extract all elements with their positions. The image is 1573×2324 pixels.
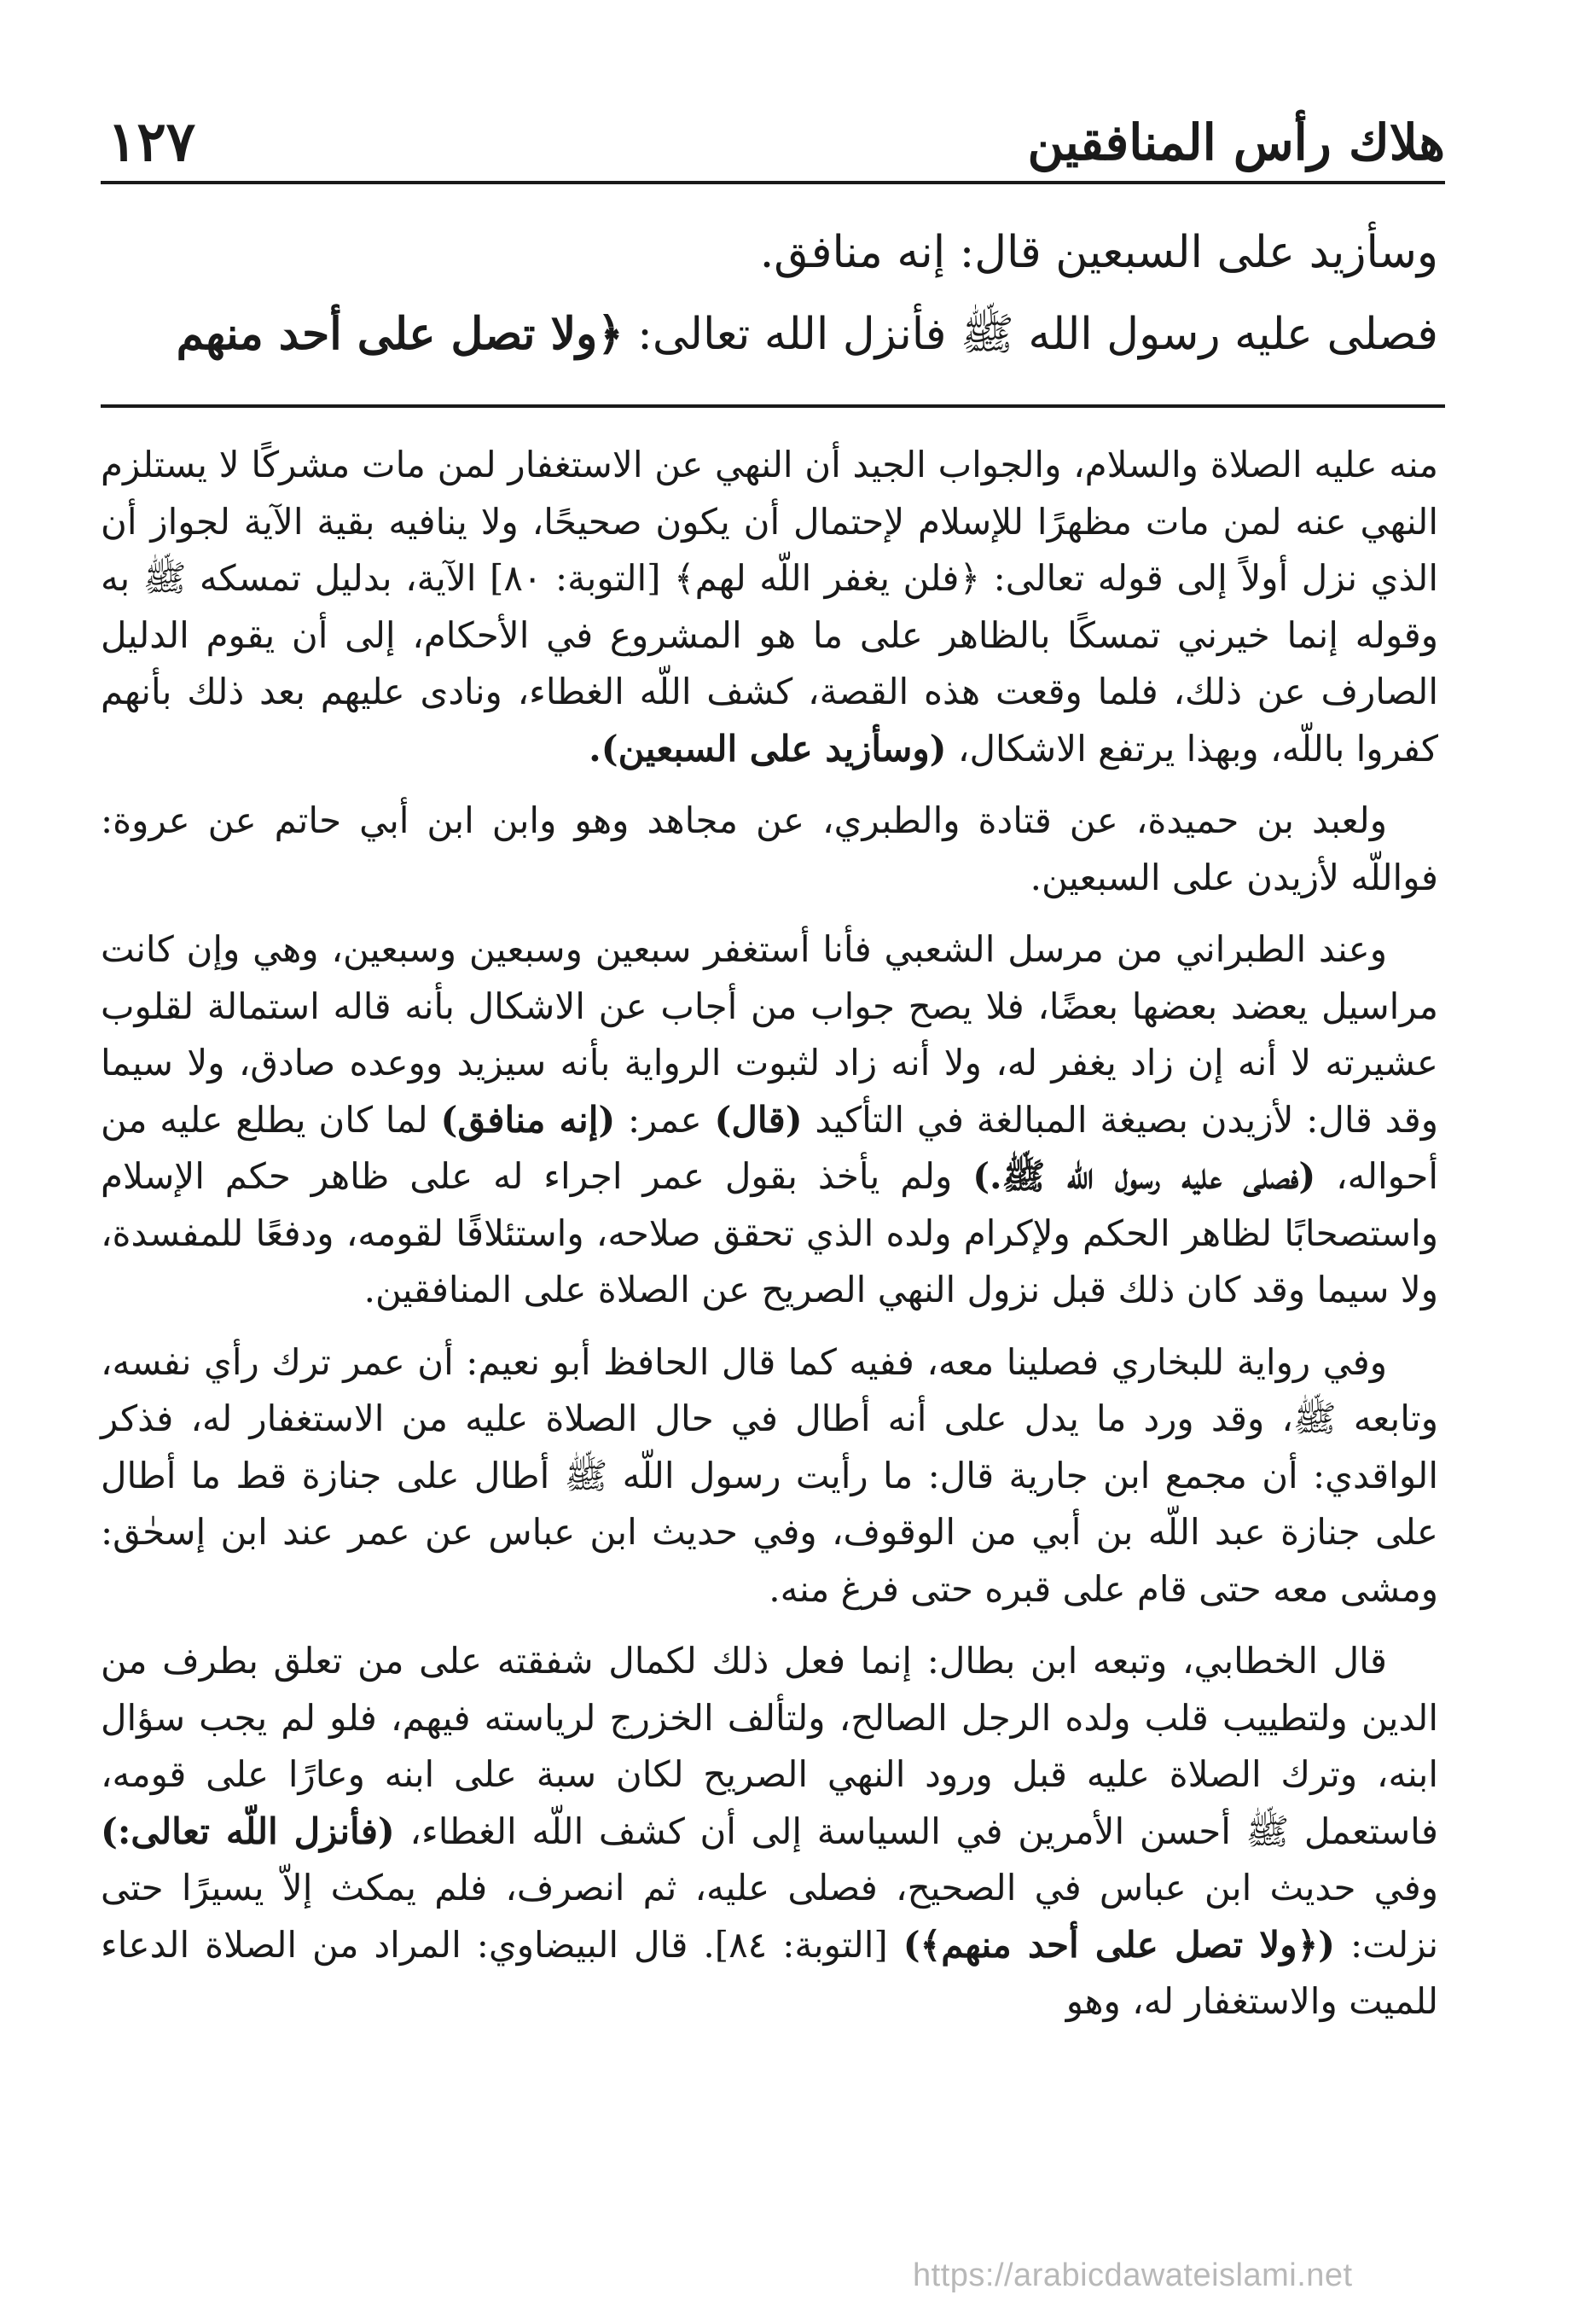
main-line-text: فصلى عليه رسول الله ﷺ فأنزل الله تعالى: bbox=[623, 309, 1438, 360]
quran-verse: (﴿ولا تصل على أحد منهم﴾) bbox=[903, 1923, 1335, 1966]
commentary-paragraph bbox=[101, 1633, 1438, 2031]
quoted-phrase: (إنه منافق) bbox=[440, 1098, 616, 1141]
commentary-text-run: لما كان يطلع عليه من أحواله، bbox=[101, 1098, 1438, 1197]
quran-verse: ﴿ولا تصل على أحد منهم bbox=[176, 308, 624, 360]
commentary-paragraph bbox=[101, 437, 1438, 777]
quoted-phrase: (وسأزيد على السبعين). bbox=[589, 727, 947, 770]
commentary-paragraph bbox=[101, 921, 1438, 1319]
quoted-phrase: (فصلى عليه رسول اللّه ﷺ.) bbox=[972, 1155, 1316, 1197]
commentary-paragraph: وفي رواية للبخاري فصلينا معه، ففيه كما قال الحافظ أبو نعيم: أن عمر ترك رأي نفسه، وتابعه ﷺ، وقد ورد ما يدل على أنه أطال في حال الصلاة عليه من الاستغفار له، فذكر الواقدي: أن مجمع ابن جارية قال: ما رأيت رسول اللّه ﷺ أطال على جنازة قط ما أطال على جنازة عبد اللّه بن أبي من الوقوف، وفي حديث ابن عباس عن عمر عند ابن إسحٰق: ومشى معه حتى قام على قبره حتى فرغ منه. bbox=[101, 1340, 1438, 1610]
running-title: هلاك رأس المنافقين bbox=[1027, 113, 1445, 171]
header-rule bbox=[101, 181, 1445, 184]
main-line bbox=[102, 293, 1438, 375]
quoted-phrase: (فأنزل اللّه تعالى:) bbox=[101, 1810, 395, 1852]
commentary-text-run: منه عليه الصلاة والسلام، والجواب الجيد أن النهي عن الاستغفار لمن مات مشركًا لا يستلزم النهي عنه لمن مات مظهرًا للإسلام لإحتمال أن يكون صحيحًا، ولا ينافيه بقية الآية لجواز أن الذي نزل أولاً إلى قوله تعالى: ﴿فلن يغفر اللّه لهم﴾ [التوبة: ٨٠] الآية، بدليل تمسكه ﷺ به وقوله إنما خيرني تمسكًا بالظاهر على ما هو المشروع في الأحكام، إلى أن يقوم الدليل الصارف عن ذلك، فلما وقعت هذه القصة، كشف اللّه الغطاء، ونادى عليهم بعد ذلك بأنهم كفروا باللّه، وبهذا يرتفع الاشكال، bbox=[101, 444, 1438, 770]
quoted-phrase: (قال) bbox=[714, 1098, 803, 1141]
commentary-text-run: عمر: bbox=[615, 1098, 715, 1141]
commentary-text-run: قال الخطابي، وتبعه ابن بطال: إنما فعل ذلك لكمال شفقته على من تعلق بطرف من الدين ولتطييب قلب ولده الرجل الصالح، ولتألف الخزرج لرياسته فيهم، فلو لم يجب سؤال ابنه، وترك الصلاة عليه قبل ورود النهي الصريح لكان سبة على ابنه وعارًا على قومه، فاستعمل ﷺ أحسن الأمرين في السياسة إلى أن كشف اللّه الغطاء، bbox=[101, 1640, 1439, 1852]
main-text bbox=[102, 212, 1438, 375]
commentary-text bbox=[101, 437, 1438, 2046]
watermark-url: https://arabicdawateislami.net bbox=[913, 2257, 1353, 2293]
footnote-separator bbox=[101, 404, 1445, 408]
commentary-text-run: وفي حديث ابن عباس في الصحيح، فصلى عليه، ثم انصرف، فلم يمكث إلاّ يسيرًا حتى نزلت: bbox=[101, 1867, 1439, 1966]
running-header bbox=[101, 101, 1445, 186]
page-number: ١٢٧ bbox=[107, 110, 196, 174]
commentary-text-run: ولم يأخذ بقول عمر اجراء له على ظاهر حكم الإسلام واستصحابًا لظاهر الحكم ولإكرام ولده الذي تحقق صلاحه، واستئلافًا لقومه، ودفعًا للمفسدة، ولا سيما وقد كان ذلك قبل نزول النهي الصريح عن الصلاة على المنافقين. bbox=[101, 1155, 1438, 1310]
commentary-text-run: وعند الطبراني من مرسل الشعبي فأنا أستغفر سبعين وسبعين وسبعين، وهي وإن كانت مراسيل يعضد بعضها بعضًا، فلا يصح جواب من أجاب عن الاشكال بأنه قاله استمالة لقلوب عشيرته لا أنه إن زاد يغفر له، ولا أنه زاد لثبوت الرواية بأنه سيزيد ووعده صادق، ولا سيما وقد قال: لأزيدن بصيغة المبالغة في التأكيد bbox=[101, 928, 1439, 1141]
commentary-text-run: [التوبة: ٨٤]. قال البيضاوي: المراد من الصلاة الدعاء للميت والاستغفار له، وهو bbox=[101, 1923, 1438, 2022]
main-line: وسأزيد على السبعين قال: إنه منافق. bbox=[759, 227, 1438, 278]
commentary-paragraph: ولعبد بن حميدة، عن قتادة والطبري، عن مجاهد وهو وابن ابن أبي حاتم عن عروة: فواللّه لأزيدن على السبعين. bbox=[101, 799, 1438, 898]
